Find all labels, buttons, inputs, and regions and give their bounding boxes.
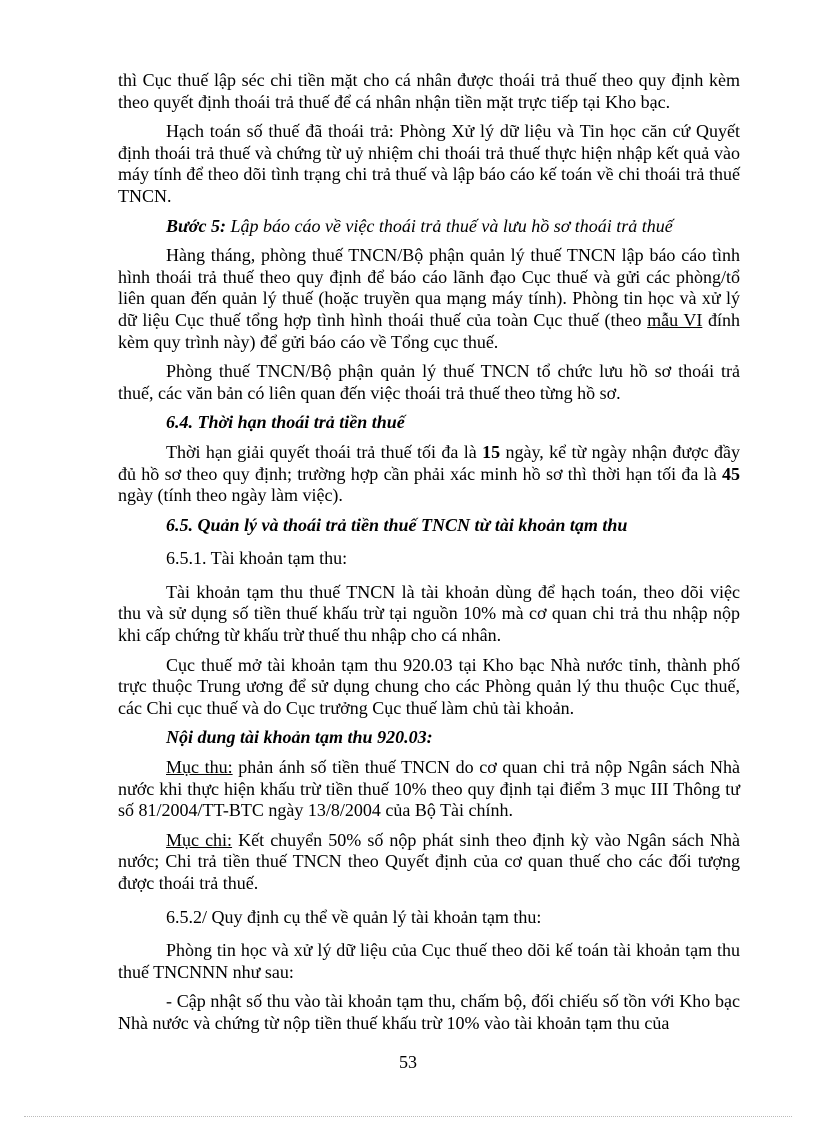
deadline-text-1: Thời hạn giải quyết thoái trả thuế tối đa là <box>166 441 483 462</box>
muc-chi-label: Mục chi: <box>166 829 233 850</box>
muc-thu-label: Mục thu: <box>166 757 233 778</box>
form-vi-link: mẫu VI <box>647 309 703 330</box>
section-6-5-1-heading: 6.5.1. Tài khoản tạm thu: <box>166 548 348 569</box>
paragraph-deadline <box>118 442 740 507</box>
paragraph-it-department: Phòng tin học và xử lý dữ liệu của Cục thuế theo dõi kế toán tài khoản tạm thu thuế TNCNNN như sau: <box>118 940 740 982</box>
step-5-text: Lập báo cáo về việc thoái trả thuế và lưu hồ sơ thoái trả thuế <box>225 215 673 236</box>
paragraph-archive: Phòng thuế TNCN/Bộ phận quản lý thuế TNCN tổ chức lưu hồ sơ thoái trả thuế, các văn bản có liên quan đến việc thoái trả thuế theo từng hồ sơ. <box>118 361 740 403</box>
paragraph-muc-thu <box>118 757 740 822</box>
muc-chi-text: Kết chuyển 50% số nộp phát sinh theo định kỳ vào Ngân sách Nhà nước; Chi trả tiền thuế TNCN theo Quyết định của cơ quan thuế cho các đối tượng được thoái trả thuế. <box>118 829 740 893</box>
section-6-5-heading: 6.5. Quản lý và thoái trả tiền thuế TNCN từ tài khoản tạm thu <box>166 514 628 535</box>
page-edge-divider <box>24 1116 792 1117</box>
report-text-1: Hàng tháng, phòng thuế TNCN/Bộ phận quản lý thuế TNCN lập báo cáo tình hình thoái trả thuế theo quy định để báo cáo lãnh đạo Cục thuế và gửi các phòng/tổ liên quan đến quản lý thuế (hoặc truyền qua mạng máy tính). Phòng tin học và xử lý dữ liệu Cục thuế tổng hợp tình hình thoái thuế của toàn Cục thuế (theo <box>118 245 740 330</box>
paragraph-temp-account: Tài khoản tạm thu thuế TNCN là tài khoản dùng để hạch toán, theo dõi việc thu và sử dụng số tiền thuế khấu trừ tại nguồn 10% mà cơ quan chi trả thu nhập nộp khi cấp chứng từ khấu trừ thuế thu nhập cho cá nhân. <box>118 581 740 646</box>
section-6-5-2-heading: 6.5.2/ Quy định cụ thể về quản lý tài khoản tạm thu: <box>166 906 542 927</box>
section-6-4-heading: 6.4. Thời hạn thoái trả tiền thuế <box>166 412 405 433</box>
document-page <box>118 70 740 1035</box>
step-5-label: Bước 5: <box>166 215 226 236</box>
step-5-heading <box>118 216 740 238</box>
deadline-text-3: ngày (tính theo ngày làm việc). <box>118 485 343 506</box>
report-text-2: đính kèm quy trình này) để gửi báo cáo về Tổng cục thuế. <box>118 309 740 352</box>
deadline-days-15: 15 <box>482 441 501 462</box>
deadline-text-2: ngày, kể từ ngày nhận được đầy đủ hồ sơ theo quy định; trường hợp cần phải xác minh hồ sơ thì thời hạn tối đa là <box>118 441 740 484</box>
deadline-days-45: 45 <box>722 463 740 484</box>
paragraph-cheque: thì Cục thuế lập séc chi tiền mặt cho cá nhân được thoái trả thuế theo quy định kèm theo quyết định thoái trả thuế để cá nhân nhận tiền mặt trực tiếp tại Kho bạc. <box>118 70 740 112</box>
muc-thu-text: phản ánh số tiền thuế TNCN do cơ quan chi trả nộp Ngân sách Nhà nước khi thực hiện khấu trừ tiền thuế 10% theo quy định tại điểm 3 mục III Thông tư số 81/2004/TT-BTC ngày 13/8/2004 của Bộ Tài chính. <box>118 757 740 821</box>
paragraph-update-list: - Cập nhật số thu vào tài khoản tạm thu, chấm bộ, đối chiếu số tồn với Kho bạc Nhà nước và chứng từ nộp tiền thuế khấu trừ 10% vào tài khoản tạm thu của <box>118 991 740 1033</box>
account-content-heading: Nội dung tài khoản tạm thu 920.03: <box>166 727 433 748</box>
page-number: 53 <box>399 1052 417 1072</box>
paragraph-muc-chi <box>118 830 740 895</box>
paragraph-monthly-report <box>118 245 740 353</box>
paragraph-open-account: Cục thuế mở tài khoản tạm thu 920.03 tại Kho bạc Nhà nước tỉnh, thành phố trực thuộc Trung ương để sử dụng chung cho các Phòng quản lý thu thuộc Cục thuế, các Chi cục thuế và do Cục trưởng Cục thuế làm chủ tài khoản. <box>118 654 740 718</box>
paragraph-accounting: Hạch toán số thuế đã thoái trả: Phòng Xử lý dữ liệu và Tin học căn cứ Quyết định thoái trả thuế và chứng từ uỷ nhiệm chi thoái trả thuế thực hiện nhập kết quả vào máy tính để theo dõi tình trạng chi trả thuế và lập báo cáo kế toán về chi thoái trả thuế TNCN. <box>118 121 740 206</box>
